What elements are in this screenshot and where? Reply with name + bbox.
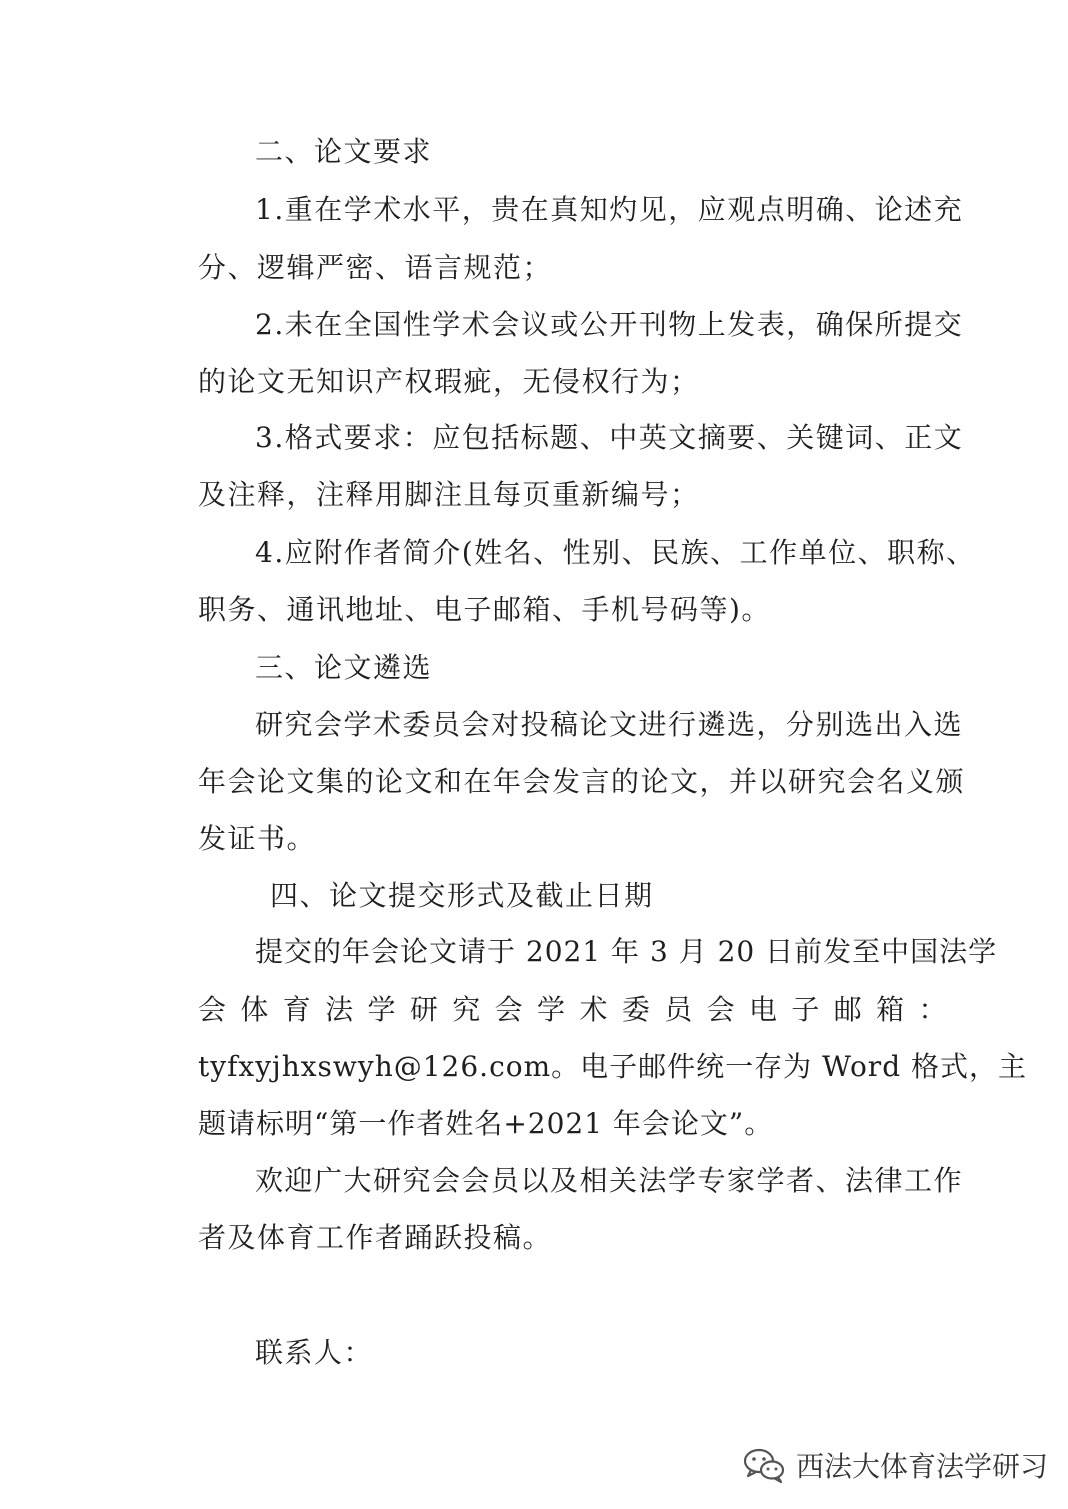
requirement-1-line-2: 分、逻辑严密、语言规范； [198,251,553,284]
selection-line-3: 发证书。 [198,822,317,855]
requirement-1-line-1: 1.重在学术水平，贵在真知灼见，应观点明确、论述充 [255,193,964,226]
wechat-icon [742,1445,786,1485]
contact-label: 联系人： [255,1336,374,1369]
requirement-2-line-2: 的论文无知识产权瑕疵，无侵权行为； [198,365,700,398]
selection-line-2: 年会论文集的论文和在年会发言的论文，并以研究会名义颁 [198,765,966,798]
section-heading-requirements: 二、论文要求 [255,135,433,168]
submission-email-line: tyfxyjhxswyh@126.com。电子邮件统一存为 Word 格式，主 [198,1050,1028,1083]
submission-line-4: 题请标明“第一作者姓名+2021 年会论文”。 [198,1107,774,1140]
submission-line-1: 提交的年会论文请于 2021 年 3 月 20 日前发至中国法学 [255,935,998,968]
requirement-4-line-1: 4.应附作者简介(姓名、性别、民族、工作单位、职称、 [255,536,976,569]
wechat-watermark [742,1440,1048,1490]
selection-line-1: 研究会学术委员会对投稿论文进行遴选，分别选出入选 [255,708,964,741]
requirement-3-line-2: 及注释，注释用脚注且每页重新编号； [198,478,700,511]
submission-line-2: 会 体 育 法 学 研 究 会 学 术 委 员 会 电 子 邮 箱 ： [198,993,948,1026]
requirement-2-line-1: 2.未在全国性学术会议或公开刊物上发表，确保所提交 [255,308,964,341]
welcome-line-2: 者及体育工作者踊跃投稿。 [198,1221,553,1254]
section-heading-submission: 四、论文提交形式及截止日期 [270,879,654,912]
requirement-3-line-1: 3.格式要求：应包括标题、中英文摘要、关键词、正文 [255,421,964,454]
requirement-4-line-2: 职务、通讯地址、电子邮箱、手机号码等)。 [198,593,771,626]
watermark-text: 西法大体育法学研习 [796,1450,1049,1483]
welcome-line-1: 欢迎广大研究会会员以及相关法学专家学者、法律工作 [255,1164,964,1197]
section-heading-selection: 三、论文遴选 [255,651,433,684]
